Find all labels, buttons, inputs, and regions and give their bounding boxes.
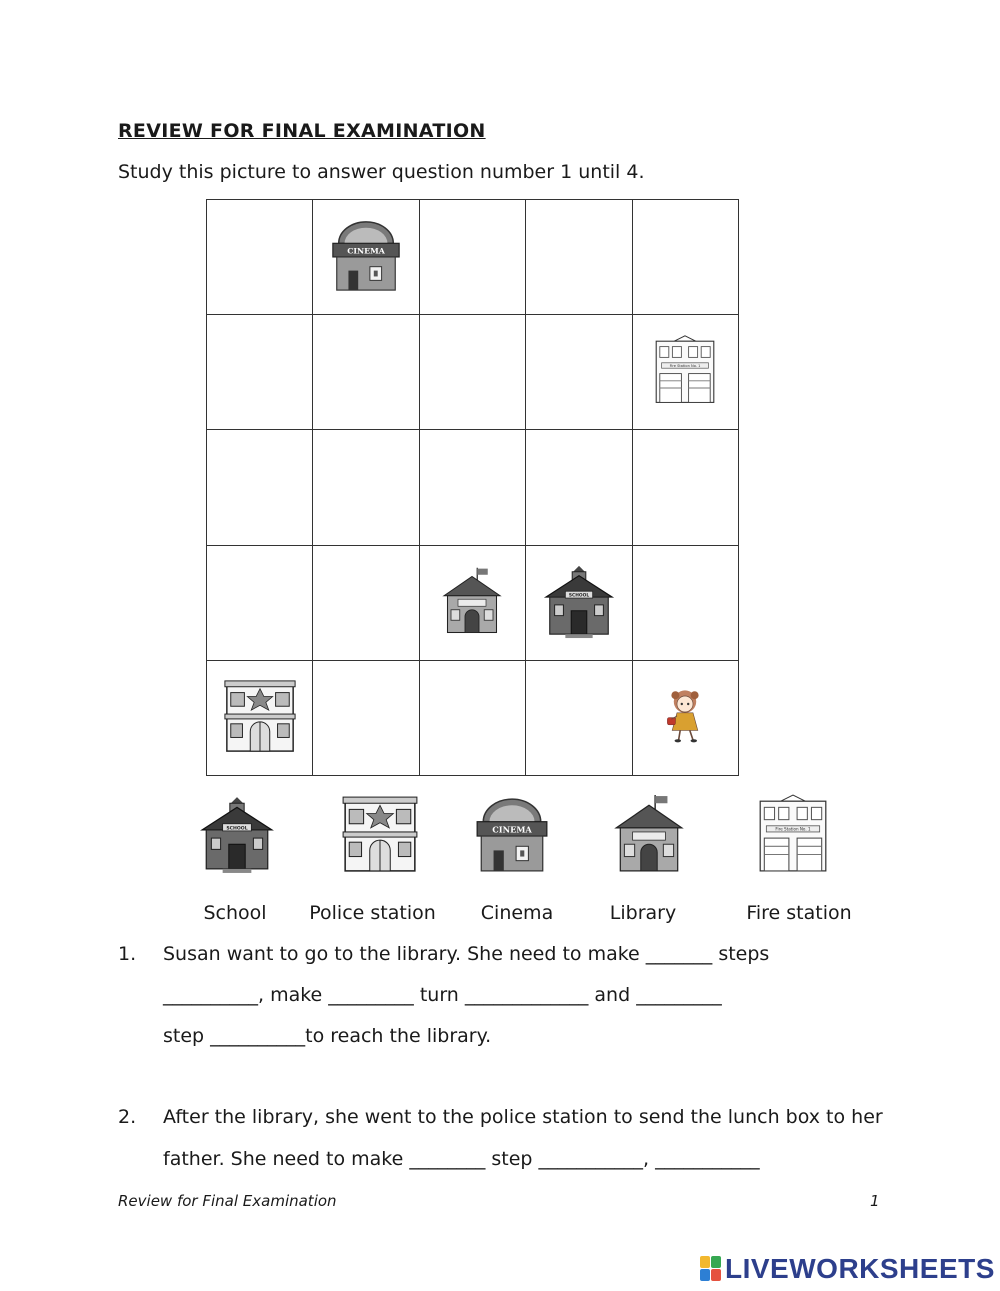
grid-cell-r4-c2 bbox=[313, 545, 419, 660]
grid-cell-r2-c3 bbox=[419, 315, 525, 430]
grid-cell-r4-c1 bbox=[207, 545, 313, 660]
brand-name: LIVEWORKSHEETS bbox=[725, 1253, 995, 1284]
grid-cell-r5-c1 bbox=[207, 660, 313, 775]
fire-station-icon bbox=[649, 334, 721, 406]
question-2-line-1: After the library, she went to the police station to send the lunch box to her bbox=[163, 1106, 883, 1128]
grid-cell-r1-c1 bbox=[207, 200, 313, 315]
question-2-number: 2. bbox=[118, 1106, 137, 1128]
police-station-icon bbox=[339, 793, 421, 875]
map-grid bbox=[206, 199, 739, 776]
question-1-number: 1. bbox=[118, 943, 137, 965]
grid-cell-r1-c5 bbox=[632, 200, 738, 315]
liveworksheets-logo-icon bbox=[700, 1256, 722, 1282]
legend-label-library: Library bbox=[609, 902, 677, 924]
school-icon bbox=[196, 793, 278, 875]
susan-girl-icon bbox=[653, 684, 717, 748]
grid-cell-r2-c1 bbox=[207, 315, 313, 430]
grid-cell-r3-c5 bbox=[632, 430, 738, 545]
grid-cell-r3-c3 bbox=[419, 430, 525, 545]
worksheet-heading: REVIEW FOR FINAL EXAMINATION bbox=[118, 120, 486, 142]
cinema-icon bbox=[327, 216, 405, 294]
fire-station-icon bbox=[752, 793, 834, 875]
grid-cell-r2-c5 bbox=[632, 315, 738, 430]
grid-row bbox=[207, 430, 739, 545]
legend-label-school: School bbox=[203, 902, 267, 924]
grid-cell-r3-c4 bbox=[526, 430, 632, 545]
liveworksheets-brand[interactable] bbox=[700, 1254, 995, 1284]
question-1-line-1: Susan want to go to the library. She need to make _______ steps bbox=[163, 943, 770, 965]
legend-label-police-station: Police station bbox=[309, 902, 436, 924]
instruction-text: Study this picture to answer question number 1 until 4. bbox=[118, 161, 645, 183]
grid-cell-r4-c5 bbox=[632, 545, 738, 660]
footer-title: Review for Final Examination bbox=[118, 1192, 337, 1210]
legend-label-fire-station: Fire station bbox=[746, 902, 852, 924]
cinema-icon bbox=[471, 793, 553, 875]
grid-cell-r5-c5 bbox=[632, 660, 738, 775]
grid-row bbox=[207, 315, 739, 430]
question-1-line-2: __________, make _________ turn _____________ and _________ bbox=[163, 984, 722, 1006]
grid-cell-r1-c4 bbox=[526, 200, 632, 315]
grid-cell-r4-c3 bbox=[419, 545, 525, 660]
grid-cell-r3-c2 bbox=[313, 430, 419, 545]
library-icon bbox=[437, 566, 507, 636]
grid-row bbox=[207, 200, 739, 315]
grid-cell-r5-c3 bbox=[419, 660, 525, 775]
grid-cell-r2-c4 bbox=[526, 315, 632, 430]
question-1-line-3: step __________to reach the library. bbox=[163, 1025, 492, 1047]
question-2-line-2: father. She need to make ________ step ___________, ___________ bbox=[163, 1148, 760, 1170]
grid-cell-r1-c2 bbox=[313, 200, 419, 315]
grid-cell-r3-c1 bbox=[207, 430, 313, 545]
legend-label-cinema: Cinema bbox=[480, 902, 554, 924]
grid-cell-r4-c4 bbox=[526, 545, 632, 660]
grid-row bbox=[207, 660, 739, 775]
school-icon bbox=[540, 562, 618, 640]
police-station-icon bbox=[221, 677, 299, 755]
grid-row bbox=[207, 545, 739, 660]
grid-cell-r5-c4 bbox=[526, 660, 632, 775]
grid-cell-r2-c2 bbox=[313, 315, 419, 430]
library-icon bbox=[608, 793, 690, 875]
grid-cell-r5-c2 bbox=[313, 660, 419, 775]
page-number: 1 bbox=[870, 1192, 880, 1210]
grid-cell-r1-c3 bbox=[419, 200, 525, 315]
